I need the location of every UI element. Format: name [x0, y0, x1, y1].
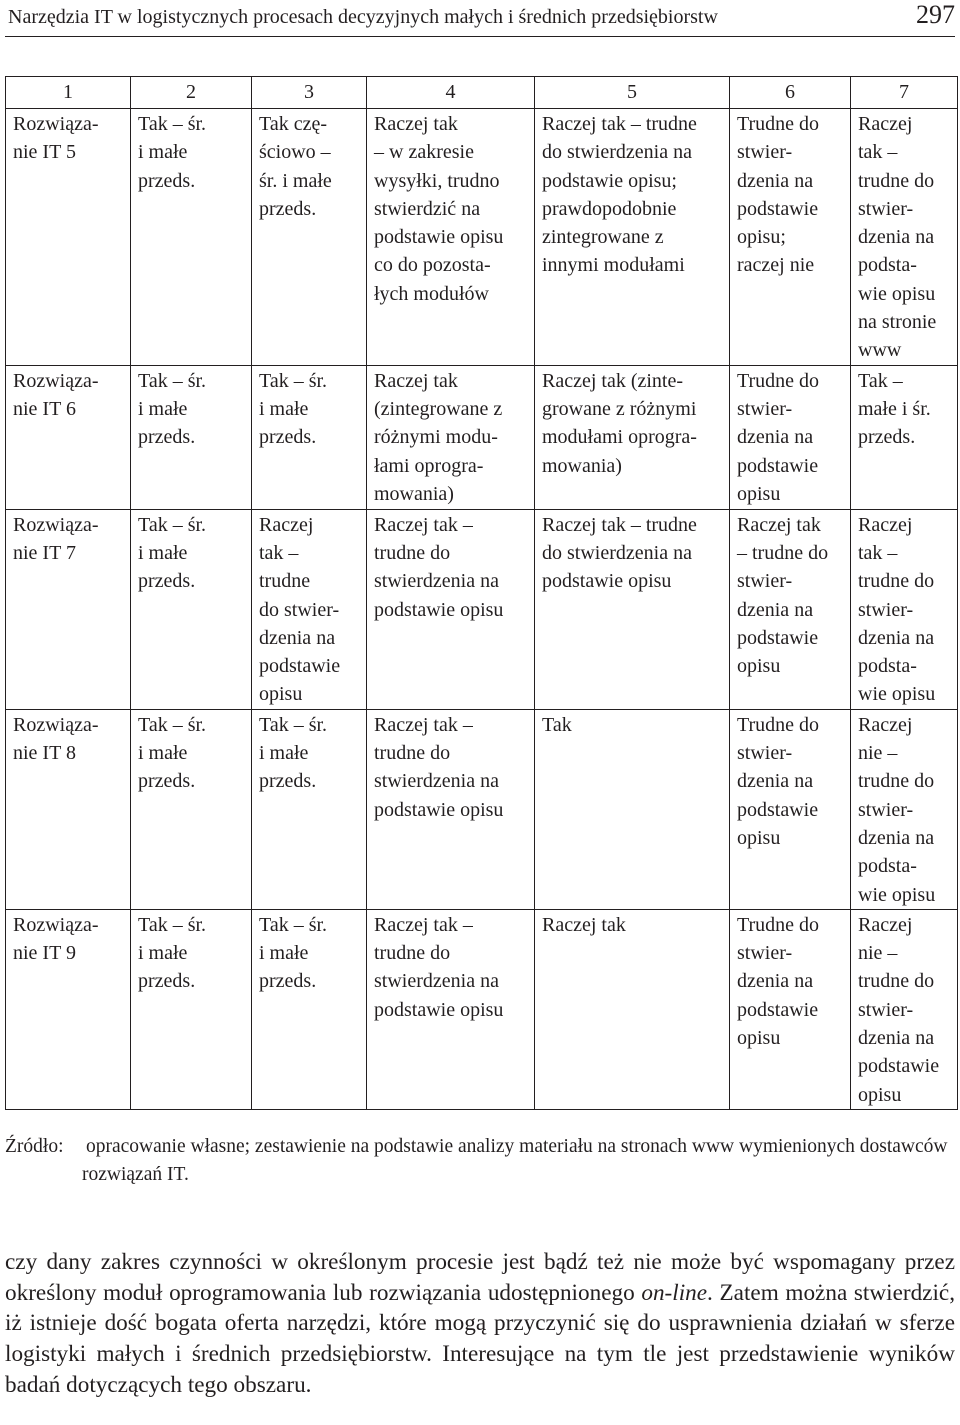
- table-cell: Raczej tak – trudne do stwierdzenia na podstawie opisu: [535, 509, 730, 709]
- table-cell: Rozwiąza- nie IT 8: [6, 709, 131, 909]
- page-number: 297: [916, 0, 955, 29]
- column-number: 4: [367, 77, 535, 109]
- table-cell: Trudne do stwier- dzenia na podstawie opisu: [730, 709, 851, 909]
- table-row: [6, 909, 958, 1109]
- source-text: opracowanie własne; zestawienie na podstawie analizy materiału na stronach www wymienionych dostawców rozwiązań IT.: [82, 1136, 948, 1185]
- table-cell: Tak – śr. i małe przeds.: [131, 909, 252, 1109]
- body-paragraph: [5, 1247, 955, 1400]
- table-row: [6, 709, 958, 909]
- column-number: 3: [252, 77, 367, 109]
- table-cell: Trudne do stwier- dzenia na podstawie opisu; raczej nie: [730, 109, 851, 366]
- table-cell: Raczej tak – w zakresie wysyłki, trudno stwierdzić na podstawie opisu co do pozosta- łych modułów: [367, 109, 535, 366]
- body-text-part: . Zatem można stwierdzić, iż istnieje dość bogata oferta narzędzi, które mogą przyczynić się do usprawnienia działań w sferze logistyki małych i średnich przedsiębiorstw. Interesujące na tym tle jest przedstawienie wyników badań dotyczących tego obszaru.: [5, 1279, 955, 1398]
- column-number: 7: [851, 77, 958, 109]
- table-cell: Raczej tak (zinte- growane z różnymi modułami oprogra- mowania): [535, 365, 730, 509]
- table-cell: Rozwiąza- nie IT 9: [6, 909, 131, 1109]
- table-cell: Tak – śr. i małe przeds.: [252, 365, 367, 509]
- table-cell: Tak – śr. i małe przeds.: [131, 365, 252, 509]
- table-cell: Tak: [535, 709, 730, 909]
- table-row: [6, 109, 958, 366]
- column-number: 6: [730, 77, 851, 109]
- table-cell: Rozwiąza- nie IT 5: [6, 109, 131, 366]
- table-cell: Trudne do stwier- dzenia na podstawie opisu: [730, 909, 851, 1109]
- table-cell: Raczej nie – trudne do stwier- dzenia na podstawie opisu: [851, 909, 958, 1109]
- table-cell: Raczej tak – trudne do stwier- dzenia na podsta- wie opisu na stronie www: [851, 109, 958, 366]
- running-title: Narzędzia IT w logistycznych procesach decyzyjnych małych i średnich przedsiębiorstw: [8, 6, 718, 28]
- table-cell: Raczej tak (zintegrowane z różnymi modu- łami oprogra- mowania): [367, 365, 535, 509]
- table-cell: Tak – śr. i małe przeds.: [252, 909, 367, 1109]
- column-number: 2: [131, 77, 252, 109]
- table-cell: Rozwiąza- nie IT 6: [6, 365, 131, 509]
- table-cell: Trudne do stwier- dzenia na podstawie opisu: [730, 365, 851, 509]
- table-cell: Raczej tak – trudne do stwierdzenia na podstawie opisu: [367, 909, 535, 1109]
- column-number-row: [6, 77, 958, 109]
- table-cell: Raczej tak – trudne do stwier- dzenia na podsta- wie opisu: [851, 509, 958, 709]
- column-number: 1: [6, 77, 131, 109]
- table-cell: Raczej tak – trudne do stwier- dzenia na podstawie opisu: [252, 509, 367, 709]
- source-label: Źródło:: [5, 1136, 64, 1157]
- table-cell: Rozwiąza- nie IT 7: [6, 509, 131, 709]
- table-cell: Raczej tak – trudne do stwier- dzenia na podstawie opisu: [730, 509, 851, 709]
- body-emphasis: on-line: [641, 1279, 708, 1306]
- table-row: [6, 509, 958, 709]
- table-cell: Tak czę- ściowo – śr. i małe przeds.: [252, 109, 367, 366]
- body-text-part: czy dany zakres czynności w określonym procesie jest bądź też nie może być wspomagany przez określony moduł oprogramowania lub rozwiązania udostępnionego: [5, 1249, 955, 1306]
- comparison-table: [5, 76, 958, 1110]
- table-cell: Tak – śr. i małe przeds.: [131, 509, 252, 709]
- column-number: 5: [535, 77, 730, 109]
- table-cell: Tak – śr. i małe przeds.: [252, 709, 367, 909]
- table-cell: Raczej tak – trudne do stwierdzenia na podstawie opisu: [367, 709, 535, 909]
- table-cell: Raczej tak: [535, 909, 730, 1109]
- running-header: [5, 0, 955, 37]
- table-cell: Tak – małe i śr. przeds.: [851, 365, 958, 509]
- table-cell: Raczej tak – trudne do stwierdzenia na podstawie opisu: [367, 509, 535, 709]
- table-row: [6, 365, 958, 509]
- table-cell: Tak – śr. i małe przeds.: [131, 109, 252, 366]
- table-cell: Raczej nie – trudne do stwier- dzenia na podsta- wie opisu: [851, 709, 958, 909]
- table-cell: Tak – śr. i małe przeds.: [131, 709, 252, 909]
- table-cell: Raczej tak – trudne do stwierdzenia na podstawie opisu; prawdopodobnie zintegrowane z innymi modułami: [535, 109, 730, 366]
